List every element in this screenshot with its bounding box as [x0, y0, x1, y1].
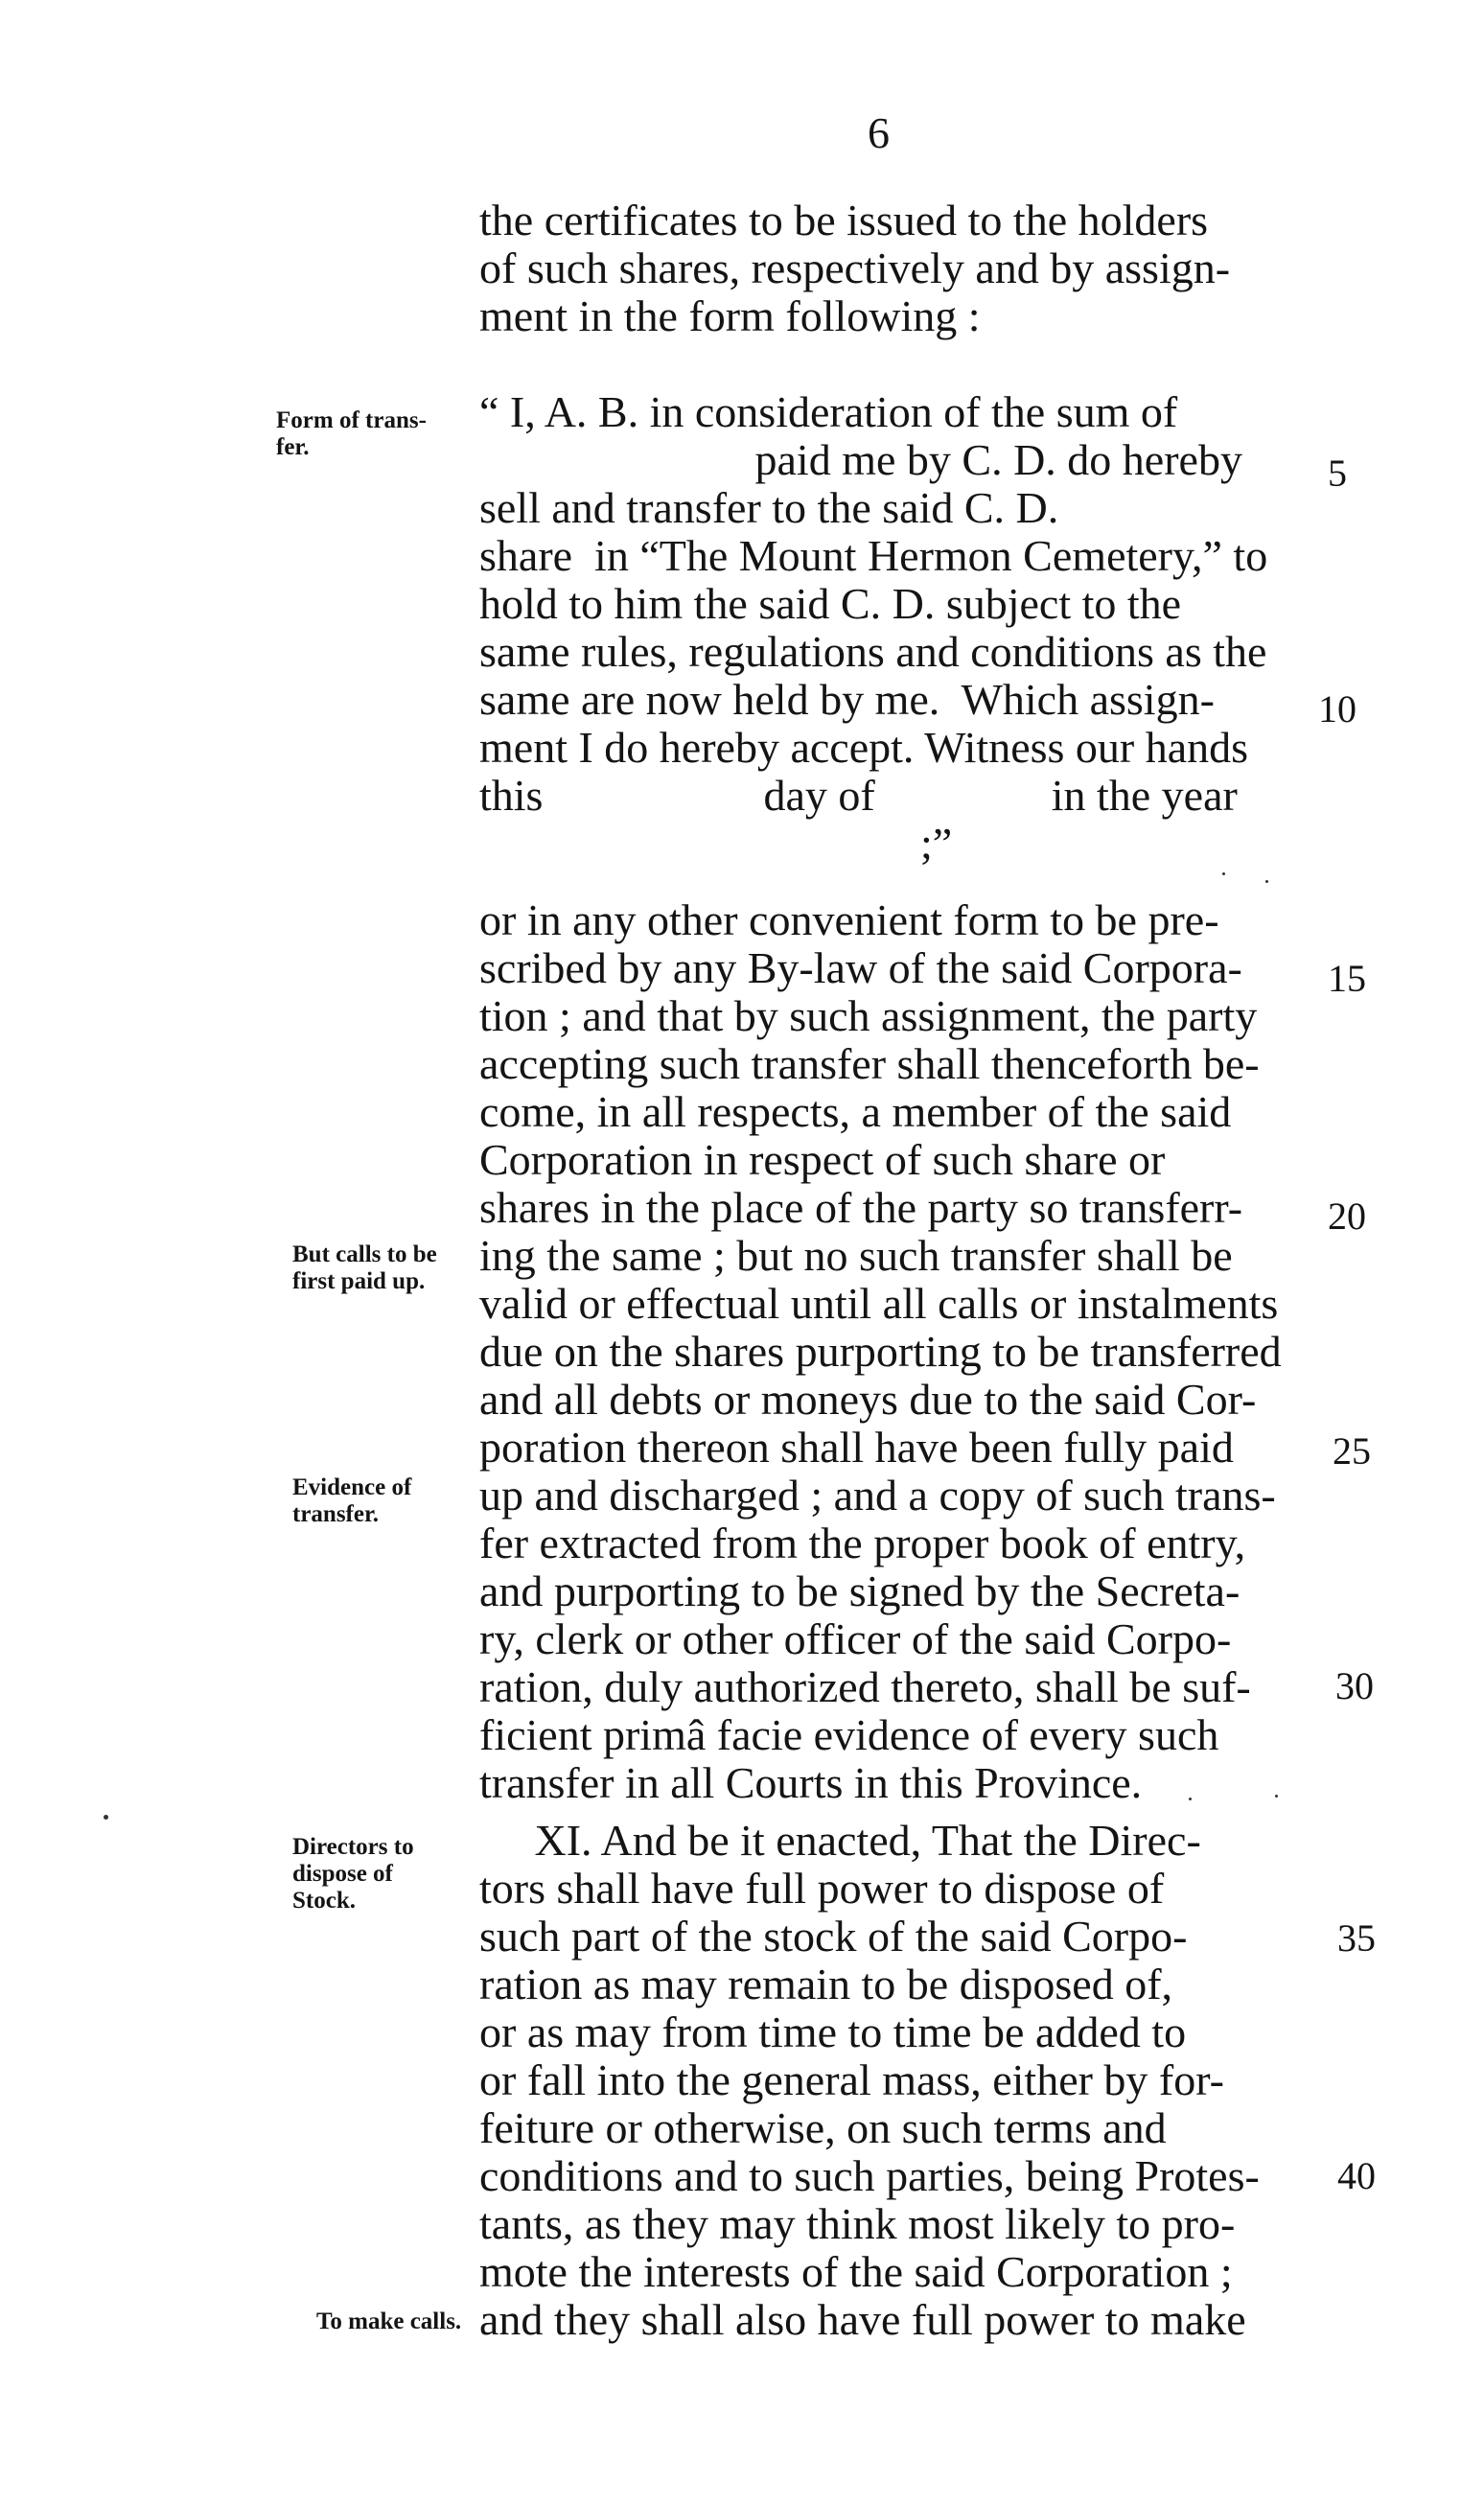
- line-number: 30: [1335, 1664, 1374, 1707]
- text-line: the certificates to be issued to the holders: [479, 196, 1209, 244]
- scan-speck: [1189, 1798, 1192, 1800]
- text-line: sell and transfer to the said C. D.: [479, 483, 1059, 532]
- text-line: “ I, A. B. in consideration of the sum of: [479, 387, 1178, 436]
- page-number: 6: [868, 108, 890, 157]
- text-line: XI. And be it enacted, That the Direc-: [479, 1816, 1201, 1865]
- line-number: 10: [1318, 687, 1356, 731]
- text-line: scribed by any By-law of the said Corpora-: [479, 943, 1242, 992]
- text-line: same rules, regulations and conditions as the: [479, 627, 1267, 676]
- margin-note-evidence-of-transfer: Evidence of transfer.: [292, 1474, 412, 1527]
- text-line: conditions and to such parties, being Protes-: [479, 2151, 1260, 2200]
- line-number: 5: [1328, 452, 1347, 495]
- text-line: paid me by C. D. do hereby: [479, 435, 1242, 484]
- margin-note-directors-dispose: Directors to dispose of Stock.: [292, 1834, 414, 1914]
- text-line: this day of in the year: [479, 771, 1238, 820]
- margin-note-form-of-transfer: Form of trans- fer.: [276, 407, 427, 460]
- paragraph-1: [479, 197, 1342, 340]
- scan-speck: [104, 1815, 108, 1820]
- text-line: shares in the place of the party so transferr-: [479, 1183, 1243, 1232]
- text-line: mote the interests of the said Corporation ;: [479, 2247, 1233, 2296]
- text-line: valid or effectual until all calls or instalments: [479, 1279, 1279, 1328]
- text-line: hold to him the said C. D. subject to the: [479, 579, 1182, 628]
- line-number: 15: [1328, 957, 1366, 1000]
- line-number: 35: [1337, 1916, 1376, 1960]
- text-line: due on the shares purporting to be transferred: [479, 1327, 1282, 1376]
- text-line: ment I do hereby accept. Witness our hands: [479, 723, 1249, 772]
- text-line: fer extracted from the proper book of entry,: [479, 1519, 1246, 1567]
- text-line: share in “The Mount Hermon Cemetery,” to: [479, 531, 1268, 580]
- scan-speck: [1222, 872, 1225, 875]
- text-line: and they shall also have full power to make: [479, 2295, 1246, 2344]
- text-line: accepting such transfer shall thenceforth be-: [479, 1039, 1260, 1088]
- text-line: ing the same ; but no such transfer shall be: [479, 1231, 1233, 1280]
- text-line: and purporting to be signed by the Secreta-: [479, 1566, 1241, 1615]
- text-line: such part of the stock of the said Corpo-: [479, 1912, 1188, 1961]
- line-number: 40: [1337, 2154, 1376, 2197]
- text-line: come, in all respects, a member of the said: [479, 1087, 1232, 1136]
- text-line: ment in the form following :: [479, 291, 981, 340]
- line-number: 25: [1333, 1429, 1371, 1473]
- text-line: Corporation in respect of such share or: [479, 1135, 1166, 1184]
- scan-speck: [1275, 1795, 1278, 1798]
- text-line: poration thereon shall have been fully paid: [479, 1423, 1234, 1472]
- paragraph-3: [479, 896, 1342, 1807]
- scan-speck: [1265, 880, 1268, 883]
- margin-note-to-make-calls: To make calls.: [316, 2309, 462, 2334]
- text-line: feiture or otherwise, on such terms and: [479, 2103, 1167, 2152]
- text-line: transfer in all Courts in this Province.: [479, 1758, 1143, 1807]
- text-line: ration as may remain to be disposed of,: [479, 1960, 1173, 2008]
- text-line: or in any other convenient form to be pre-: [479, 895, 1219, 944]
- text-line: ficient primâ facie evidence of every such: [479, 1710, 1219, 1759]
- text-line: ry, clerk or other officer of the said Corpo-: [479, 1614, 1232, 1663]
- line-number: 20: [1328, 1195, 1366, 1238]
- text-line: and all debts or moneys due to the said Cor-: [479, 1375, 1257, 1424]
- text-line: ;”: [479, 819, 953, 868]
- text-line: tion ; and that by such assignment, the party: [479, 991, 1258, 1040]
- text-line: or as may from time to time be added to: [479, 2007, 1187, 2056]
- text-line: of such shares, respectively and by assign-: [479, 244, 1231, 292]
- text-line: tants, as they may think most likely to pro-: [479, 2199, 1236, 2248]
- section-xi-paragraph: [479, 1817, 1342, 2344]
- text-line: tors shall have full power to dispose of: [479, 1864, 1165, 1913]
- text-line: up and discharged ; and a copy of such trans-: [479, 1471, 1276, 1520]
- margin-note-calls-paid-up: But calls to be first paid up.: [292, 1241, 437, 1294]
- text-line: or fall into the general mass, either by for-: [479, 2055, 1224, 2104]
- transfer-form-paragraph: [479, 388, 1342, 868]
- text-line: same are now held by me. Which assign-: [479, 675, 1215, 724]
- text-line: ration, duly authorized thereto, shall be suf-: [479, 1662, 1251, 1711]
